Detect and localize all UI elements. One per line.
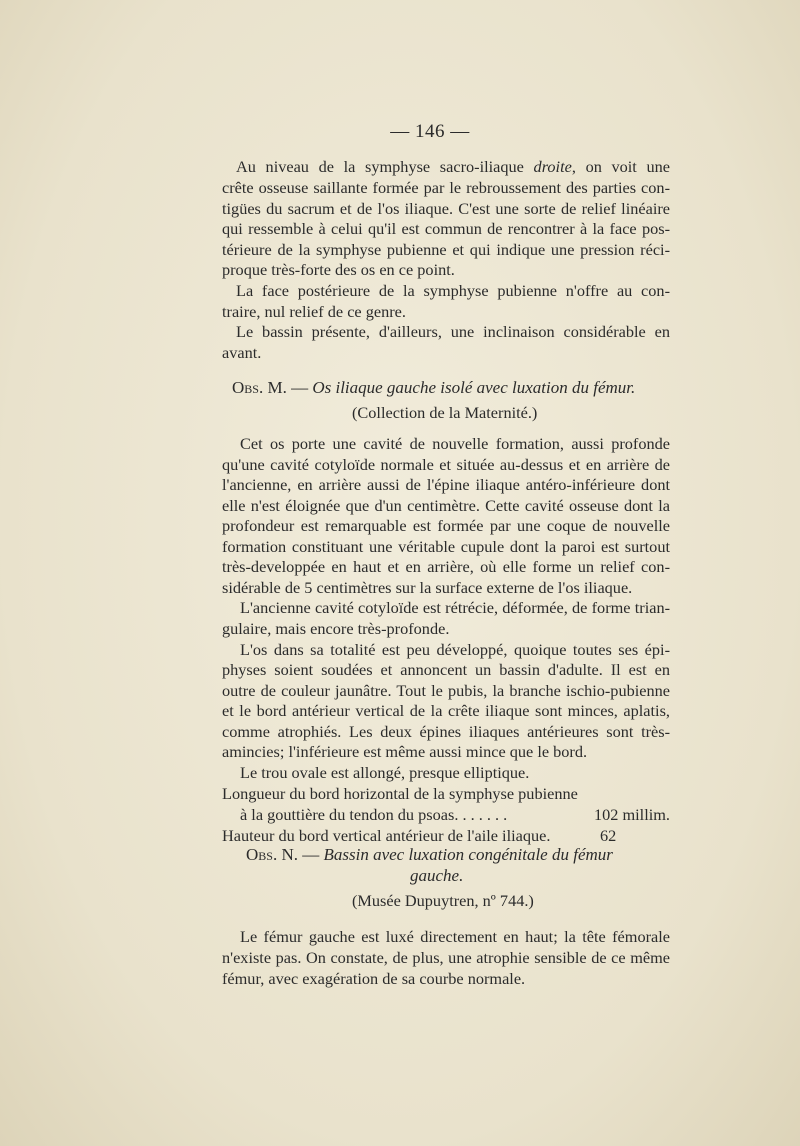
- paragraph-line: l'ancienne, en arrière aussi de l'épine iliaque antéro-inférieure dont: [222, 475, 670, 494]
- obs-n-label: Obs. N.: [246, 845, 298, 864]
- paragraph-line: outre de couleur jaunâtre. Tout le pubis, la branche ischio-pubienne: [222, 681, 670, 700]
- paragraph-line: qu'une cavité cotyloïde normale et située au-dessus et en arrière de: [222, 455, 670, 474]
- paragraph-line: et le bord antérieur vertical de la crête iliaque sont minces, aplatis,: [222, 701, 670, 720]
- paragraph-line: Le trou ovale est allongé, presque elliptique.: [240, 763, 530, 782]
- measurement-label: Hauteur du bord vertical antérieur de l'aile iliaque.: [222, 826, 551, 845]
- paragraph-line: gulaire, mais encore très-profonde.: [222, 619, 450, 638]
- paragraph-line: La face postérieure de la symphyse pubienne n'offre au con-: [236, 281, 670, 300]
- paragraph-line: très-developpée en haut et en arrière, où elle forme un relief con-: [222, 557, 670, 576]
- obs-m-title: Os iliaque gauche isolé avec luxation du fémur.: [312, 378, 636, 397]
- paragraph-line: fémur, avec exagération de sa courbe normale.: [222, 969, 526, 988]
- paragraph-line: physes soient soudées et annoncent un bassin d'adulte. Il est en: [222, 660, 670, 679]
- obs-m-heading: [232, 378, 635, 399]
- paragraph-line: formation constituant une véritable cupule dont la paroi est surtout: [222, 537, 670, 556]
- measurement-value: 102 millim.: [594, 805, 670, 824]
- paragraph-line: n'existe pas. On constate, de plus, une atrophie sensible de ce même: [222, 948, 670, 967]
- obs-n-title: Bassin avec luxation congénitale du fémur: [323, 845, 613, 864]
- paragraph-line: Au niveau de la symphyse sacro-iliaque droite, on voit une: [236, 157, 670, 176]
- obs-m-source: (Collection de la Maternité.): [352, 403, 538, 422]
- paragraph-line: profondeur est remarquable est formée par une coque de nouvelle: [222, 516, 670, 535]
- paragraph-line: Le bassin présente, d'ailleurs, une inclinaison considérable en: [236, 322, 670, 341]
- paragraph-line: comme atrophiés. Les deux épines iliaques antérieures sont très-: [222, 722, 670, 741]
- obs-m-dash: —: [291, 378, 309, 397]
- measurement-label: à la gouttière du tendon du psoas. . . . . . .: [240, 805, 508, 824]
- paragraph-line: Cet os porte une cavité de nouvelle formation, aussi profonde: [240, 434, 670, 453]
- paragraph-line: L'os dans sa totalité est peu développé, quoique toutes ses épi-: [240, 640, 670, 659]
- paragraph-line: térieure de la symphyse pubienne et qui indique une pression réci-: [222, 240, 670, 259]
- paragraph-line: sidérable de 5 centimètres sur la surface externe de l'os iliaque.: [222, 578, 633, 597]
- obs-n-source: (Musée Dupuytren, nº 744.): [352, 891, 534, 910]
- obs-m-label: Obs. M.: [232, 378, 287, 397]
- paragraph-line: crête osseuse saillante formée par le rebroussement des parties con-: [222, 178, 670, 197]
- paragraph-line: tigües du sacrum et de l'os iliaque. C'est une sorte de relief linéaire: [222, 199, 670, 218]
- measurement-value: 62: [600, 826, 617, 845]
- paragraph-line: proque très-forte des os en ce point.: [222, 260, 455, 279]
- paragraph-line: elle n'est éloignée que d'un centimètre. Cette cavité osseuse dont la: [222, 496, 670, 515]
- obs-n-dash: —: [302, 845, 320, 864]
- paragraph-line: amincies; l'inférieure est même aussi mince que le bord.: [222, 742, 588, 761]
- measurement-label: Longueur du bord horizontal de la symphyse pubienne: [222, 784, 578, 803]
- measurement-row: [240, 805, 670, 826]
- obs-n-title-continued: gauche.: [410, 866, 464, 885]
- obs-n-heading: [246, 845, 613, 866]
- paragraph-line: Le fémur gauche est luxé directement en haut; la tête fémorale: [240, 927, 670, 946]
- page-number: — 146 —: [390, 121, 470, 142]
- paragraph-line: traire, nul relief de ce genre.: [222, 302, 406, 321]
- paragraph-line: avant.: [222, 343, 262, 362]
- measurement-row: [222, 826, 670, 847]
- paragraph-line: qui ressemble à celui qu'il est commun de rencontrer à la face pos-: [222, 219, 670, 238]
- paragraph-line: L'ancienne cavité cotyloïde est rétrécie, déformée, de forme trian-: [240, 598, 670, 617]
